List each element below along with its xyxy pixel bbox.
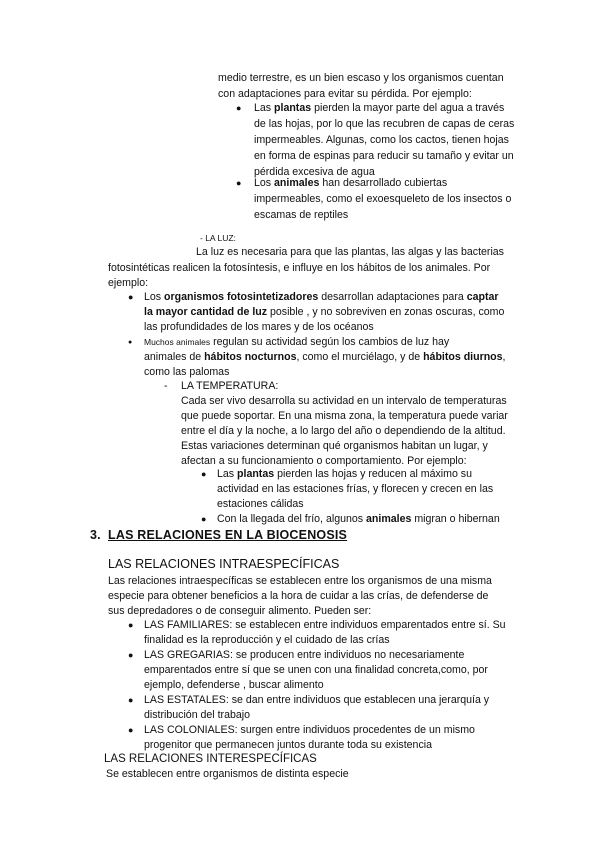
bullet-icon: ●	[128, 292, 134, 302]
list-item-line: Las plantas pierden la mayor parte del agua a través	[254, 102, 505, 114]
bullet-icon: ●	[201, 514, 207, 524]
list-item-line: progenitor que permanecen juntos durante toda su existencia	[144, 739, 432, 751]
list-item-line: las profundidades de los mares y de los océanos	[144, 321, 374, 333]
list-item-line: pérdida excesiva de agua	[254, 166, 375, 178]
list-item-line: distribución del trabajo	[144, 709, 250, 721]
subsection-heading-inter: LAS RELACIONES INTERESPECÍFICAS	[104, 753, 317, 765]
list-item-line: finalidad es la reproducción y el cuidado de las crías	[144, 634, 390, 646]
subsection-heading-intra: LAS RELACIONES INTRAESPECÍFICAS	[108, 557, 340, 571]
list-item-line: impermeables. Algunas, como los cactos, tienen hojas	[254, 134, 509, 146]
paragraph-line: Se establecen entre organismos de distinta especie	[106, 768, 349, 780]
list-item-line: de las hojas, por lo que las recubren de capas de ceras	[254, 118, 515, 130]
list-item-line: la mayor cantidad de luz posible , y no sobreviven en zonas oscuras, como	[144, 306, 505, 318]
list-item-line: Con la llegada del frío, algunos animales migran o hibernan	[217, 513, 500, 525]
list-item-line: LAS ESTATALES: se dan entre individuos que establecen una jerarquía y	[144, 694, 490, 706]
paragraph-line: Estas variaciones determinan qué organismos habitan un lugar, y	[181, 440, 488, 452]
paragraph-line: ejemplo:	[108, 277, 149, 289]
paragraph-line: especie para obtener beneficios a la hora de cuidar a las crías, de defenderse de	[108, 590, 489, 602]
section-title: LAS RELACIONES EN LA BIOCENOSIS	[108, 528, 348, 542]
bullet-icon: ●	[236, 178, 242, 188]
paragraph-line: sus depredadores o de conseguir alimento. Pueden ser:	[108, 605, 372, 617]
list-item-line: como las palomas	[144, 366, 230, 378]
list-item-line: Los organismos fotosintetizadores desarrollan adaptaciones para captar	[144, 291, 499, 303]
paragraph-line: Cada ser vivo desarrolla su actividad en un intervalo de temperaturas	[181, 395, 507, 407]
list-item-line: estaciones cálidas	[217, 498, 304, 510]
list-item-line: LAS COLONIALES: surgen entre individuos procedentes de un mismo	[144, 724, 475, 736]
list-item-line: impermeables, como el exoesqueleto de los insectos o	[254, 193, 512, 205]
paragraph-line: afectan a su funcionamiento o comportamiento. Por ejemplo:	[181, 455, 467, 467]
bullet-icon: ●	[128, 695, 134, 705]
list-item-line: animales de hábitos nocturnos, como el murciélago, y de hábitos diurnos,	[144, 351, 506, 363]
intro-line: medio terrestre, es un bien escaso y los organismos cuentan	[218, 72, 504, 84]
intro-line: con adaptaciones para evitar su pérdida. Por ejemplo:	[218, 88, 472, 100]
list-item-line: Los animales han desarrollado cubiertas	[254, 177, 448, 189]
list-item-line: escamas de reptiles	[254, 209, 349, 221]
section-heading-light: - LA LUZ:	[200, 233, 236, 243]
bullet-icon: ●	[128, 339, 133, 346]
bullet-icon: ●	[128, 620, 134, 630]
bullet-icon: ●	[236, 103, 242, 113]
list-item-line: actividad en las estaciones frías, y florecen y crecen en las	[217, 483, 494, 495]
section-number: 3.	[90, 528, 101, 542]
paragraph-line: Las relaciones intraespecíficas se establecen entre los organismos de una misma	[108, 575, 492, 587]
list-item-line: LAS GREGARIAS: se producen entre individuos no necesariamente	[144, 649, 465, 661]
list-item-line: emparentados entre sí que se unen con una finalidad concreta,como, por	[144, 664, 488, 676]
list-item-line: Muchos animales regulan su actividad según los cambios de luz hay	[144, 336, 450, 348]
paragraph-line: entre el día y la noche, a lo largo del año o dependiendo de la altitud.	[181, 425, 506, 437]
bullet-icon: ●	[128, 650, 134, 660]
list-item-line: en forma de espinas para reducir su tamaño y evitar un	[254, 150, 514, 162]
section-heading-temperature: LA TEMPERATURA:	[181, 380, 279, 392]
paragraph-line: fotosintéticas realicen la fotosíntesis, e influye en los hábitos de los animales. Por	[108, 262, 491, 274]
list-item-line: Las plantas pierden las hojas y reducen al máximo su	[217, 468, 472, 480]
list-item-line: ejemplo, defenderse , buscar alimento	[144, 679, 324, 691]
paragraph-line: que puede soportar. En una misma zona, la temperatura puede variar	[181, 410, 508, 422]
bullet-icon: ●	[201, 469, 207, 479]
dash-icon: -	[164, 380, 168, 392]
bullet-icon: ●	[128, 725, 134, 735]
paragraph-line: La luz es necesaria para que las plantas, las algas y las bacterias	[196, 246, 504, 258]
list-item-line: LAS FAMILIARES: se establecen entre individuos emparentados entre sí. Su	[144, 619, 506, 631]
